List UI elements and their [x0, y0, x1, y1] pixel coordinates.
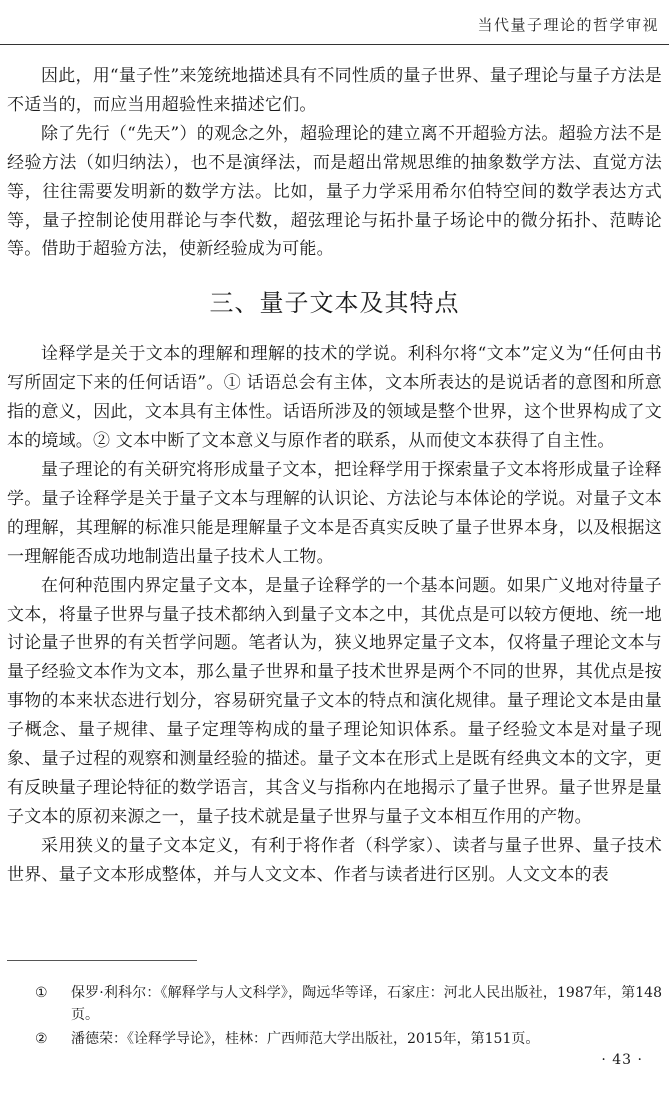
footnotes: [7, 982, 662, 1052]
paragraph: 量子理论的有关研究将形成量子文本，把诠释学用于探索量子文本将形成量子诠释学。量子诠释学是关于量子文本与理解的认识论、方法论与本体论的学说。对量子文本的理解，其理解的标准只能是理解量子文本是否真实反映了量子世界本身，以及根据这一理解能否成功地制造出量子技术人工物。: [7, 459, 662, 567]
paragraph: 除了先行（“先天”）的观念之外，超验理论的建立离不开超验方法。超验方法不是经验方法（如归纳法），也不是演绎法，而是超出常规思维的抽象数学方法、直觉方法等，往往需要发明新的数学方法。比如，量子力学采用希尔伯特空间的数学表达方式等，量子控制论使用群论与李代数，超弦理论与拓扑量子场论中的微分拓扑、范畴论等。借助于超验方法，使新经验成为可能。: [7, 123, 662, 260]
footnote: [7, 1028, 662, 1050]
footnote-mark: ②: [35, 1031, 48, 1047]
footnote-text: 潘德荣：《诠释学导论》，桂林：广西师范大学出版社，2015年，第151页。: [71, 1031, 540, 1047]
paragraph: 在何种范围内界定量子文本，是量子诠释学的一个基本问题。如果广义地对待量子文本，将量子世界与量子技术都纳入到量子文本之中，其优点是可以较方便地、统一地讨论量子世界的有关哲学问题。笔者认为，狭义地界定量子文本，仅将量子理论文本与量子经验文本作为文本，那么量子世界和量子技术世界是两个不同的世界，其优点是按事物的本来状态进行划分，容易研究量子文本的特点和演化规律。量子理论文本是由量子概念、量子规律、量子定理等构成的量子理论知识体系。量子经验文本是对量子现象、量子过程的观察和测量经验的描述。量子文本在形式上是既有经典文本的文字，更有反映量子理论特征的数学语言，其含义与指称内在地揭示了量子世界。量子世界是量子文本的原初来源之一，量子技术就是量子世界与量子文本相互作用的产物。: [7, 575, 662, 827]
footnote-rule: [7, 960, 197, 961]
paragraph: 采用狭义的量子文本定义，有利于将作者（科学家）、读者与量子世界、量子技术世界、量子文本形成整体，并与人文文本、作者与读者进行区别。人文文本的表: [7, 835, 662, 885]
footnote: [7, 982, 662, 1026]
section-heading: 三、量子文本及其特点: [209, 289, 460, 318]
paragraph: 因此，用“量子性”来笼统地描述具有不同性质的量子世界、量子理论与量子方法是不适当的，而应当用超验性来描述它们。: [7, 66, 662, 115]
header-rule: [0, 44, 669, 45]
page-number: · 43 ·: [601, 1052, 643, 1068]
running-header-title: 当代量子理论的哲学审视: [477, 16, 659, 34]
footnote-mark: ①: [35, 985, 48, 1001]
footnote-text: 保罗·利科尔：《解释学与人文科学》，陶远华等译，石家庄：河北人民出版社，1987年，第148页。: [71, 985, 662, 1023]
body-text: [7, 62, 662, 890]
paragraph: 诠释学是关于文本的理解和理解的技术的学说。利科尔将“文本”定义为“任何由书写所固定下来的任何话语”。① 话语总会有主体，文本所表达的是说话者的意图和所意指的意义，因此，文本具有主体性。话语所涉及的领域是整个世界，这个世界构成了文本的境域。② 文本中断了文本意义与原作者的联系，从而使文本获得了自主性。: [7, 344, 662, 452]
